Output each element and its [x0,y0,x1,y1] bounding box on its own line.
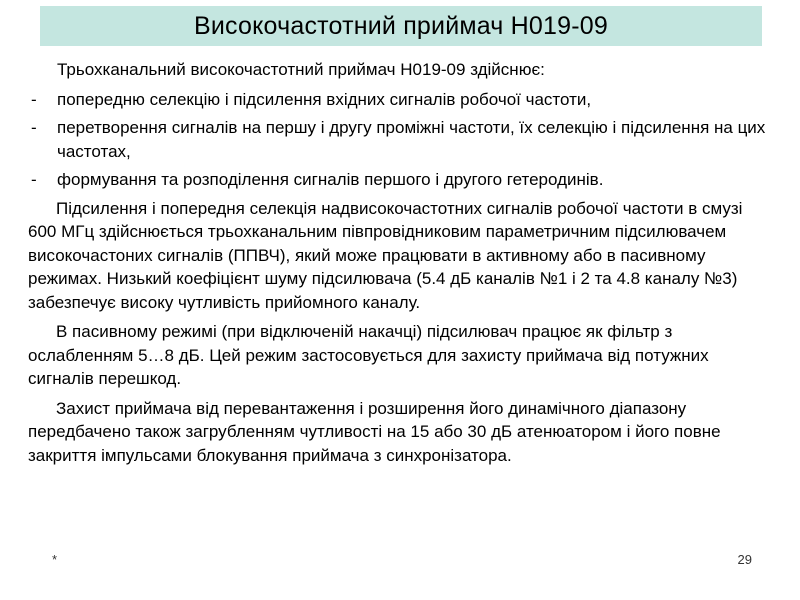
list-item-text: перетворення сигналів на першу і другу проміжні частоти, їх селекцію і підсилення на цих частотах, [57,118,766,161]
bullet-dash: - [31,170,37,189]
body-paragraph: В пасивному режимі (при відключеній накачці) підсилювач працює як фільтр з ослабленням 5…8 дБ. Цей режим застосовується для захисту приймача від потужних сигналів перешкод. [28,322,709,388]
list-item [28,168,770,192]
bullet-list [28,88,770,192]
title-bar [40,6,762,46]
bullet-dash: - [31,89,37,109]
page-title: Високочастотний приймач Н019-09 [194,11,608,40]
footer-mark: * [52,552,58,567]
body-paragraph: Захист приймача від перевантаження і розширення його динамічного діапазону передбачено також загрубленням чутливості на 15 або 30 дБ атенюатором і його повне закриття імпульсами блокування приймача з синхронізатора. [28,398,721,465]
list-item-text: попередню селекцію і підсилення вхідних сигналів робочої частоти, [57,89,592,109]
slide-body [28,58,770,473]
body-paragraph: Підсилення і попередня селекція надвисокочастотних сигналів робочої частоти в смузі 600 МГц здійснюється трьохканальним півпровідниковим параметричним підсилювачем високочастоних сигналів (ППВЧ), який може працювати в активному або в пасивному режимах. Низький коефіцієнт шуму підсилювача (5.4 дБ каналів №1 і 2 та 4.8 каналу №3) забезпечує високу чутливість прийомного каналу. [28,198,743,312]
list-item [28,116,770,163]
bullet-dash: - [31,118,37,137]
page-number: 29 [737,552,752,567]
list-item-text: формування та розподілення сигналів першого і другого гетеродинів. [57,170,604,189]
intro-paragraph: Трьохканальний високочастотний приймач Н019-09 здійснює: [57,60,545,79]
list-item [28,88,770,112]
